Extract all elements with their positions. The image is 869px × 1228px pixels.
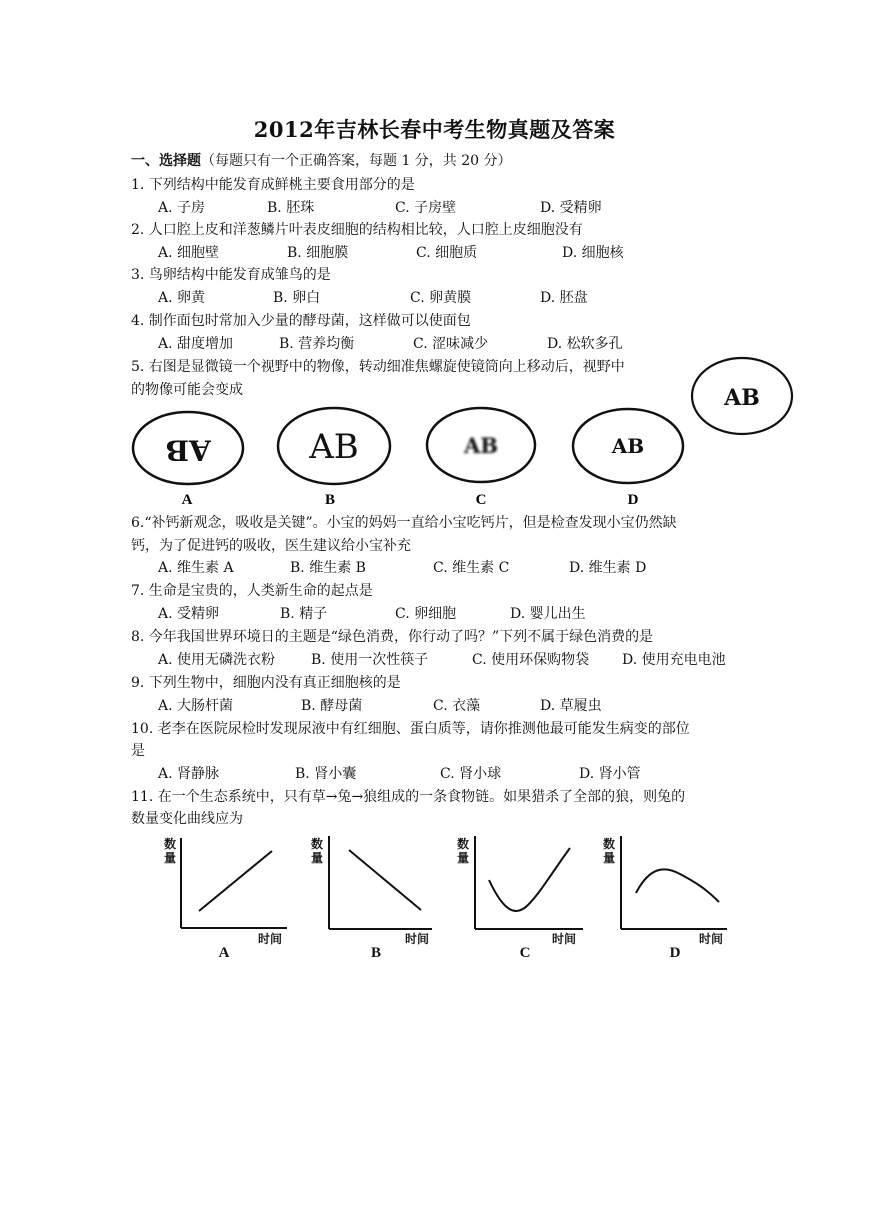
q2-option-c: C. 细胞质: [416, 245, 478, 261]
graph-b: [311, 836, 432, 961]
graph-a-xlabel: 时间: [258, 932, 283, 946]
q9-option-b: B. 酵母菌: [301, 698, 363, 714]
q4-option-b: B. 营养均衡: [279, 336, 355, 352]
q8-option-c: C. 使用环保购物袋: [472, 652, 590, 668]
q1-option-b: B. 胚珠: [267, 200, 315, 216]
q2-option-d: D. 细胞核: [562, 245, 624, 261]
q8-option-b: B. 使用一次性筷子: [311, 652, 429, 668]
q10-option-c: C. 肾小球: [440, 766, 502, 782]
q5-a-text: AB: [165, 433, 211, 467]
q3-option-a: A. 卵黄: [158, 290, 206, 306]
q9-option-c: C. 衣藻: [433, 698, 481, 714]
q5-label-a: A: [181, 492, 193, 508]
graph-b-ylabel-1: 数: [311, 837, 324, 851]
q8-option-a: A. 使用无磷洗衣粉: [158, 652, 276, 668]
q2-option-b: B. 细胞膜: [287, 245, 349, 261]
graph-d-label: D: [669, 945, 681, 961]
question-2: 2. 人口腔上皮和洋葱鳞片叶表皮细胞的结构相比较，人口腔上皮细胞没有: [131, 222, 583, 238]
graph-a-ylabel-1: 数: [164, 837, 177, 851]
question-10: 10. 老李在医院尿检时发现尿液中有红细胞、蛋白质等，请你推测他最可能发生病变的部位: [131, 721, 690, 737]
q3-option-d: D. 胚盘: [540, 290, 588, 306]
graph-d-ylabel-1: 数: [603, 837, 616, 851]
section-heading: 一、选择题: [131, 153, 201, 169]
q8-option-d: D. 使用充电电池: [622, 652, 726, 668]
graph-c-label: C: [519, 945, 531, 961]
question-1: 1. 下列结构中能发育成鲜桃主要食用部分的是: [131, 177, 415, 193]
q5-b-text: AB: [309, 427, 359, 467]
q1-option-d: D. 受精卵: [540, 200, 602, 216]
q7-option-a: A. 受精卵: [158, 606, 220, 622]
question-5: 5. 右图是显微镜一个视野中的物像，转动细准焦螺旋使镜筒向上移动后，视野中: [131, 359, 625, 375]
q10-option-a: A. 肾静脉: [158, 766, 220, 782]
question-6-cont: 钙，为了促进钙的吸收，医生建议给小宝补充: [131, 538, 411, 554]
question-9: 9. 下列生物中，细胞内没有真正细胞核的是: [131, 675, 401, 691]
q5-c-text: AB: [463, 433, 499, 458]
q10-option-d: D. 肾小管: [579, 766, 641, 782]
question-4: 4. 制作面包时常加入少量的酵母菌，这样做可以使面包: [131, 313, 471, 329]
graph-c-ylabel-1: 数: [457, 837, 470, 851]
question-10-cont: 是: [131, 743, 145, 759]
graph-b-xlabel: 时间: [405, 932, 430, 946]
graph-a-label: A: [218, 945, 230, 961]
graph-c-xlabel: 时间: [552, 932, 577, 946]
question-11: 11. 在一个生态系统中，只有草→兔→狼组成的一条食物链。如果猎杀了全部的狼，则兔的: [131, 789, 686, 805]
q6-option-d: D. 维生素 D: [569, 560, 647, 576]
graph-c-ylabel-2: 量: [457, 851, 470, 865]
graph-c: [457, 836, 583, 961]
q1-option-a: A. 子房: [158, 200, 206, 216]
question-3: 3. 鸟卵结构中能发育成雏鸟的是: [131, 267, 331, 283]
q6-option-b: B. 维生素 B: [290, 560, 366, 576]
q5-label-c: C: [475, 492, 487, 508]
section-note: （每题只有一个正确答案，每题 1 分，共 20 分）: [201, 153, 512, 169]
question-6: 6.“补钙新观念，吸收是关键”。小宝的妈妈一直给小宝吃钙片，但是检查发现小宝仍然缺: [131, 515, 677, 531]
q2-option-a: A. 细胞壁: [158, 245, 220, 261]
q1-option-c: C. 子房壁: [395, 200, 457, 216]
question-11-cont: 数量变化曲线应为: [131, 811, 243, 827]
q3-option-c: C. 卵黄膜: [410, 290, 472, 306]
q5-label-b: B: [324, 492, 336, 508]
sample-text: AB: [724, 385, 760, 411]
q7-option-c: C. 卵细胞: [395, 606, 457, 622]
q10-option-b: B. 肾小囊: [295, 766, 357, 782]
q4-option-a: A. 甜度增加: [158, 336, 234, 352]
q4-option-c: C. 涩味减少: [413, 336, 489, 352]
graph-b-ylabel-2: 量: [311, 851, 324, 865]
q6-option-c: C. 维生素 C: [433, 560, 510, 576]
q3-option-b: B. 卵白: [273, 290, 321, 306]
graph-a-ylabel-2: 量: [164, 851, 177, 865]
graph-b-label: B: [370, 945, 382, 961]
graph-d-ylabel-2: 量: [603, 851, 616, 865]
q7-option-b: B. 精子: [280, 606, 328, 622]
q9-option-d: D. 草履虫: [540, 698, 602, 714]
q6-option-a: A. 维生素 A: [158, 560, 234, 576]
page-title: 2012年吉林长春中考生物真题及答案: [253, 117, 616, 142]
q9-option-a: A. 大肠杆菌: [158, 698, 234, 714]
q7-option-d: D. 婴儿出生: [510, 606, 586, 622]
question-7: 7. 生命是宝贵的，人类新生命的起点是: [131, 583, 373, 599]
graph-a: [164, 836, 287, 961]
question-8: 8. 今年我国世界环境日的主题是“绿色消费，你行动了吗？”下列不属于绿色消费的是: [131, 629, 654, 645]
graph-d: [603, 836, 727, 961]
q4-option-d: D. 松软多孔: [547, 336, 623, 352]
graph-d-xlabel: 时间: [699, 932, 724, 946]
q5-label-d: D: [627, 492, 639, 508]
question-5-cont: 的物像可能会变成: [131, 382, 243, 398]
q5-d-text: AB: [611, 434, 645, 458]
